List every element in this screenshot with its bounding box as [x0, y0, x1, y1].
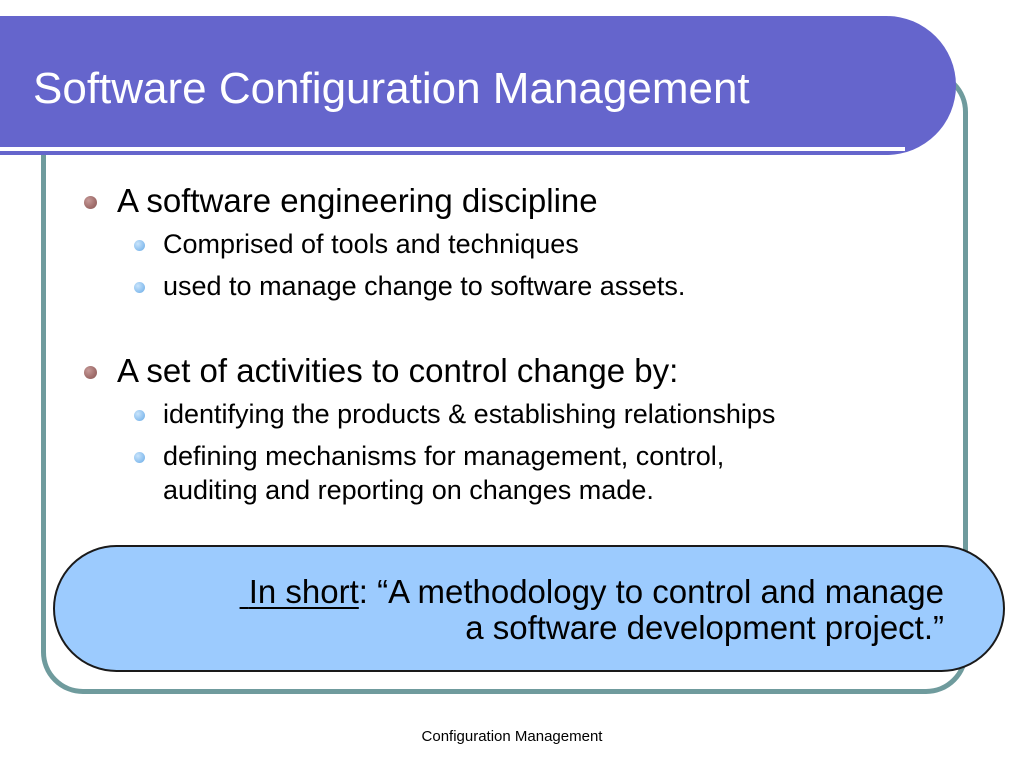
- callout-line-2: a software development project.”: [465, 609, 944, 646]
- bullet-level2-item: defining mechanisms for management, control,: [163, 441, 725, 471]
- sub-bullet-dot-icon: [134, 282, 145, 293]
- callout-text: : “A methodology to control and manage: [358, 573, 944, 610]
- underlined-spacer: [240, 573, 249, 610]
- bullet-level2-item: used to manage change to software assets.: [163, 271, 686, 301]
- slide-title: Software Configuration Management: [33, 64, 750, 113]
- callout-line-1: [240, 575, 944, 608]
- bullet-level1-item: A set of activities to control change by:: [117, 352, 679, 389]
- slide-footer: [0, 728, 1024, 745]
- bullet-dot-icon: [84, 366, 97, 379]
- sub-bullet-dot-icon: [134, 240, 145, 251]
- callout-emphasis: In short: [248, 573, 359, 610]
- bullet-level1-item: A software engineering discipline: [117, 182, 598, 219]
- summary-callout: [53, 545, 1005, 672]
- title-underline-rule: [0, 147, 905, 151]
- sub-bullet-dot-icon: [134, 410, 145, 421]
- title-banner: [0, 16, 956, 155]
- bullet-level2-item: Comprised of tools and techniques: [163, 229, 579, 259]
- bullet-level2-item: identifying the products & establishing relationships: [163, 399, 776, 429]
- bullet-dot-icon: [84, 196, 97, 209]
- footer-text: Configuration Management: [421, 728, 603, 745]
- sub-bullet-dot-icon: [134, 452, 145, 463]
- bullet-level2-continuation: auditing and reporting on changes made.: [163, 475, 654, 505]
